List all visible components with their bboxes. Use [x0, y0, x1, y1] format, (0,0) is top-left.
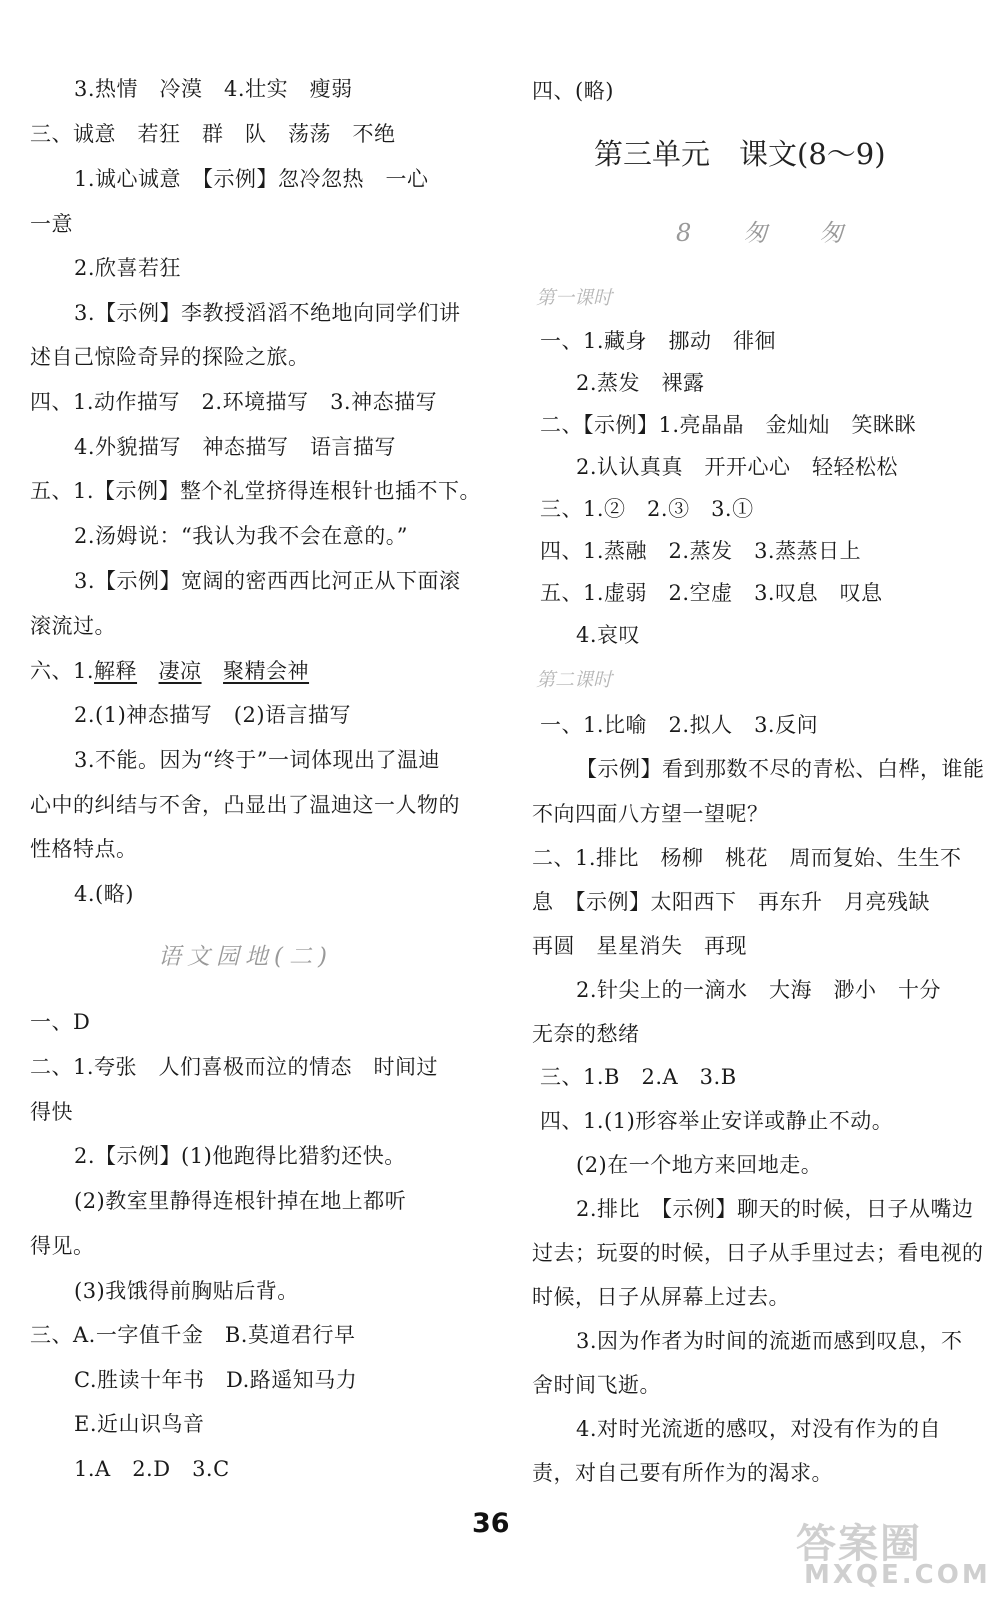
answer-line: 四、1.蒸融 2.蒸发 3.蒸蒸日上 [540, 539, 862, 563]
answer-line: 得快 [30, 1100, 73, 1124]
answer-line: 一、1.藏身 挪动 徘徊 [540, 329, 777, 353]
answer-line: 二、【示例】1.亮晶晶 金灿灿 笑眯眯 [540, 413, 917, 437]
section-title: 语文园地(二) [158, 944, 333, 970]
lesson-title: 8 匆 匆 [676, 219, 858, 247]
answer-line: (2)在一个地方来回地走。 [576, 1153, 823, 1177]
page-number: 36 [472, 1508, 510, 1539]
answer-line: 2.排比 【示例】聊天的时候，日子从嘴边 [576, 1197, 974, 1221]
answer-line: 二、1.排比 杨柳 桃花 周而复始、生生不 [532, 846, 962, 870]
answer-line: 一、1.比喻 2.拟人 3.反问 [540, 713, 819, 737]
answer-line: 4.外貌描写 神态描写 语言描写 [74, 435, 397, 459]
answer-line: 二、1.夸张 人们喜极而泣的情态 时间过 [30, 1055, 439, 1079]
answer-line: 五、1.虚弱 2.空虚 3.叹息 叹息 [540, 581, 883, 605]
answer-line: 1.诚心诚意 【示例】忽冷忽热 一心 [74, 167, 429, 191]
watermark-logo [790, 1512, 990, 1596]
period-heading: 第一课时 [536, 287, 613, 309]
underlined-word: 聚精会神 [223, 659, 310, 683]
answer-line: (2)教室里静得连根针掉在地上都听 [74, 1189, 407, 1213]
underlined-word: 解释 [94, 659, 138, 683]
answer-line: 3.不能。因为“终于”一词体现出了温迪 [74, 748, 441, 772]
answer-line: 4.哀叹 [576, 623, 641, 647]
answer-line: 4.(略) [74, 882, 134, 906]
answer-line: 舍时间飞逝。 [532, 1373, 661, 1397]
answer-line: 无奈的愁绪 [532, 1022, 640, 1046]
answer-line: 心中的纠结与不舍，凸显出了温迪这一人物的 [30, 793, 460, 817]
answer-line: 责，对自己要有所作为的渴求。 [532, 1461, 833, 1485]
answer-line: 2.蒸发 裸露 [576, 371, 705, 395]
answer-line: 性格特点。 [30, 837, 138, 861]
answer-line: 再圆 星星消失 再现 [532, 934, 747, 958]
item-prefix: 六、1. [30, 659, 95, 683]
answer-line: 2.认认真真 开开心心 轻轻松松 [576, 455, 899, 479]
answer-line: 得见。 [30, 1234, 95, 1258]
answer-line: 2.【示例】(1)他跑得比猎豹还快。 [74, 1144, 406, 1168]
unit-title: 第三单元 课文(8～9) [594, 137, 886, 171]
answer-line: E.近山识鸟音 [74, 1412, 205, 1436]
answer-line: 2.(1)神态描写 (2)语言描写 [74, 703, 352, 727]
answer-line: 2.欣喜若狂 [74, 256, 182, 280]
answer-line: 1.A 2.D 3.C [74, 1457, 230, 1481]
answer-line: 一意 [30, 212, 73, 236]
answer-line: 四、1.动作描写 2.环境描写 3.神态描写 [30, 390, 438, 414]
answer-line: (3)我饿得前胸贴后背。 [74, 1279, 299, 1303]
answer-line: C.胜读十年书 D.路遥知马力 [74, 1368, 358, 1392]
answer-line: 3.热情 冷漠 4.壮实 瘦弱 [74, 77, 353, 101]
answer-line: 2.针尖上的一滴水 大海 渺小 十分 [576, 978, 942, 1002]
answer-line: 三、1.B 2.A 3.B [540, 1065, 737, 1089]
answer-line: 3.因为作者为时间的流逝而感到叹息，不 [576, 1329, 963, 1353]
answer-line: 不向四面八方望一望呢？ [532, 802, 769, 826]
answer-line: 一、D [30, 1010, 91, 1034]
answer-line: 三、A.一字值千金 B.莫道君行早 [30, 1323, 356, 1347]
answer-line: 四、1.(1)形容举止安详或静止不动。 [540, 1109, 894, 1133]
answer-line: 息 【示例】太阳西下 再东升 月亮残缺 [532, 890, 930, 914]
watermark-url: MXQE.COM [804, 1560, 991, 1590]
answer-line: 2.汤姆说：“我认为我不会在意的。” [74, 524, 409, 548]
answer-line: 三、1.② 2.③ 3.① [540, 497, 754, 521]
watermark-text: 答案圈 [796, 1521, 922, 1567]
answer-line: 3.【示例】宽阔的密西西比河正从下面滚 [74, 569, 461, 593]
answer-line: 五、1.【示例】整个礼堂挤得连根针也插不下。 [30, 479, 482, 503]
underlined-word: 凄凉 [158, 659, 202, 683]
period-heading: 第二课时 [536, 669, 613, 691]
answer-line: 述自己惊险奇异的探险之旅。 [30, 345, 310, 369]
answer-line: 4.对时光流逝的感叹，对没有作为的自 [576, 1417, 942, 1441]
answer-line-underlined [30, 656, 309, 686]
answer-line: 四、(略) [532, 79, 614, 103]
answer-line: 滚流过。 [30, 614, 116, 638]
answer-line: 时候，日子从屏幕上过去。 [532, 1285, 790, 1309]
answer-line: 过去；玩耍的时候，日子从手里过去；看电视的 [532, 1241, 984, 1265]
answer-line: 【示例】看到那数不尽的青松、白桦，谁能 [576, 757, 985, 781]
answer-line: 三、诚意 若狂 群 队 荡荡 不绝 [30, 122, 396, 146]
answer-line: 3.【示例】李教授滔滔不绝地向同学们讲 [74, 301, 461, 325]
